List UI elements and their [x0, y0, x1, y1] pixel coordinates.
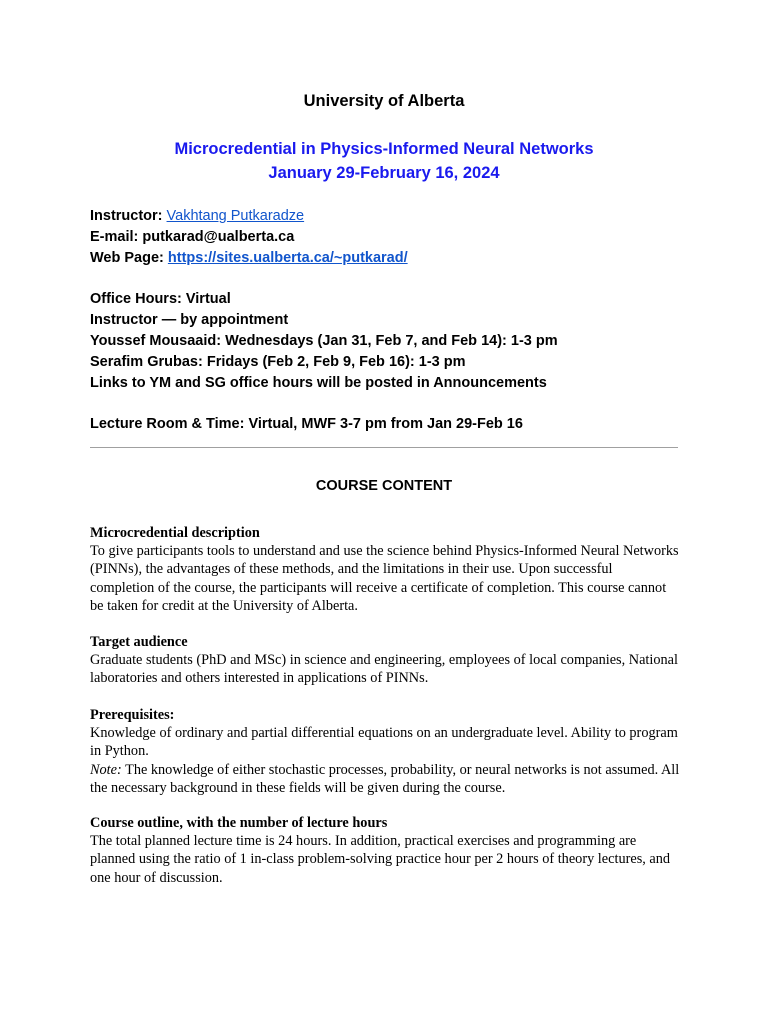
prerequisites-note — [90, 761, 680, 797]
university-name: University of Alberta — [303, 92, 465, 110]
email-line — [90, 229, 294, 245]
outline-section — [90, 814, 680, 887]
audience-body: Graduate students (PhD and MSc) in science and engineering, employees of local companies, National laboratories and others interested in applications of PINNs. — [90, 652, 678, 687]
instructor-label: Instructor: — [90, 208, 167, 224]
description-heading: Microcredential description — [90, 525, 260, 541]
office-hours-instructor: Instructor — by appointment — [90, 312, 289, 328]
webpage-line — [90, 250, 408, 266]
email-value: putkarad@ualberta.ca — [142, 229, 295, 245]
lecture-room-time: Lecture Room & Time: Virtual, MWF 3-7 pm from Jan 29-Feb 16 — [90, 416, 523, 432]
office-hours-heading: Office Hours: Virtual — [90, 291, 231, 307]
audience-section — [90, 633, 680, 688]
course-title: Microcredential in Physics-Informed Neural Networks — [174, 140, 594, 158]
horizontal-rule — [90, 447, 678, 448]
note-body: The knowledge of either stochastic processes, probability, or neural networks is not assumed. All the necessary background in these fields will be given during the course. — [90, 761, 680, 796]
office-hours-ta1: Youssef Mousaaid: Wednesdays (Jan 31, Feb 7, and Feb 14): 1-3 pm — [90, 333, 558, 349]
course-content-heading: COURSE CONTENT — [315, 478, 453, 494]
audience-heading: Target audience — [90, 634, 188, 650]
webpage-link[interactable]: https://sites.ualberta.ca/~putkarad/ — [167, 250, 408, 266]
description-section — [90, 524, 680, 615]
prerequisites-body: Knowledge of ordinary and partial differential equations on an undergraduate level. Ability to program in Python. — [90, 725, 678, 760]
email-label: E-mail: — [90, 229, 143, 245]
instructor-line — [90, 208, 304, 224]
note-label: Note: — [90, 761, 122, 778]
description-body: To give participants tools to understand and use the science behind Physics-Informed Neural Networks (PINNs), the advantages of these methods, and the limitations in their use. Upon successful completion of the course, the participants will receive a certificate of completion. This course cannot be taken for credit at the University of Alberta. — [90, 543, 679, 614]
prerequisites-heading: Prerequisites: — [90, 707, 175, 723]
outline-body: The total planned lecture time is 24 hours. In addition, practical exercises and programming are planned using the ratio of 1 in-class problem-solving practice hour per 2 hours of theory lectures, and one hour of discussion. — [90, 833, 671, 886]
outline-heading: Course outline, with the number of lecture hours — [90, 815, 388, 831]
office-hours-links-note: Links to YM and SG office hours will be posted in Announcements — [90, 375, 547, 391]
webpage-label: Web Page: — [90, 250, 168, 266]
office-hours-ta2: Serafim Grubas: Fridays (Feb 2, Feb 9, Feb 16): 1-3 pm — [90, 354, 466, 370]
instructor-name-link[interactable]: Vakhtang Putkaradze — [166, 208, 305, 224]
prerequisites-section — [90, 706, 680, 797]
course-dates: January 29-February 16, 2024 — [268, 164, 500, 182]
